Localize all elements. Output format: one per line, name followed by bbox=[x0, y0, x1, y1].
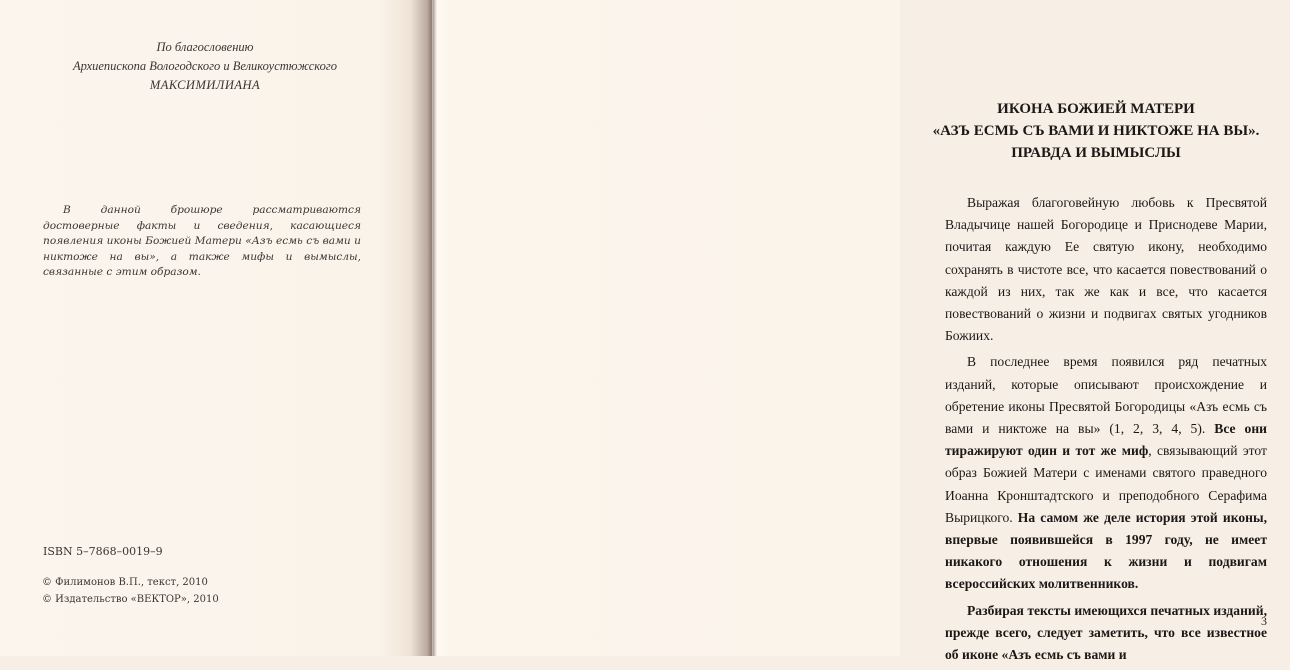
body-text bbox=[945, 192, 1267, 670]
paragraph-2-bold-2: На самом же деле история этой иконы, впервые появившейся в 1997 году, не имеет никакого отношения к жизни и подвигам всероссийских молитвенников. bbox=[945, 509, 1267, 592]
left-page bbox=[0, 0, 432, 656]
title-line-2: «АЗЪ ЕСМЬ СЪ ВАМИ И НИКТОЖЕ НА ВЫ». bbox=[932, 123, 1260, 139]
paragraph-1-text: Выражая благоговейную любовь к Пресвятой Владычице нашей Богородице и Приснодеве Марии, почитая каждую Ее святую икону, необходимо сохранять в чистоте все, что касается повествований о каждой из них, так же как и все, что касается повествований о жизни и подвигах святых угодников Божиих. bbox=[945, 195, 1267, 344]
copyright-block bbox=[42, 574, 219, 608]
chapter-title bbox=[902, 98, 1290, 164]
copyright-publisher: © Издательство «ВЕКТОР», 2010 bbox=[42, 594, 219, 605]
annotation-text: В данной брошюре рассматриваются достоверные факты и сведения, касающиеся появления иконы Божией Матери «Азъ есмь съ вами и никтоже на вы», а также мифы и вымыслы, связанные с этим образом. bbox=[43, 204, 361, 278]
isbn: ISBN 5–7868–0019–9 bbox=[43, 545, 163, 558]
book-gutter bbox=[428, 0, 440, 656]
page-number: 3 bbox=[1261, 614, 1267, 628]
paragraph-2 bbox=[945, 351, 1267, 595]
blessing-archbishop: Архиепископа Вологодского и Великоустюжского bbox=[72, 59, 338, 73]
paragraph-3-bold: Разбирая тексты имеющихся печатных изданий, прежде всего, следует заметить, что все известное об иконе «Азъ есмь съ вами и bbox=[945, 602, 1267, 663]
blessing-block bbox=[40, 38, 370, 95]
right-page bbox=[432, 0, 1267, 663]
blessing-line: По благословению bbox=[156, 40, 254, 54]
title-line-3: ПРАВДА И ВЫМЫСЛЫ bbox=[1011, 145, 1181, 161]
paragraph-1 bbox=[945, 192, 1267, 347]
blessing-name: МАКСИМИЛИАНА bbox=[149, 78, 261, 92]
copyright-author: © Филимонов В.П., текст, 2010 bbox=[42, 577, 208, 588]
title-line-1: ИКОНА БОЖИЕЙ МАТЕРИ bbox=[997, 101, 1195, 117]
paragraph-2-mid: , связывающий этот образ Божией Матери с именами святого праведного Иоанна Кронштадтского и преподобного Серафима Вырицкого. bbox=[945, 443, 1267, 525]
paragraph-2-start: В последнее время появился ряд печатных изданий, которые описывают происхождение и обретение иконы Пресвятой Богородицы «Азъ есмь съ вами и никтоже на вы» (1, 2, 3, 4, 5). bbox=[945, 354, 1267, 437]
paragraph-3 bbox=[945, 600, 1267, 667]
paragraph-2-bold-1: Все они тиражируют один и тот же миф bbox=[945, 421, 1267, 459]
